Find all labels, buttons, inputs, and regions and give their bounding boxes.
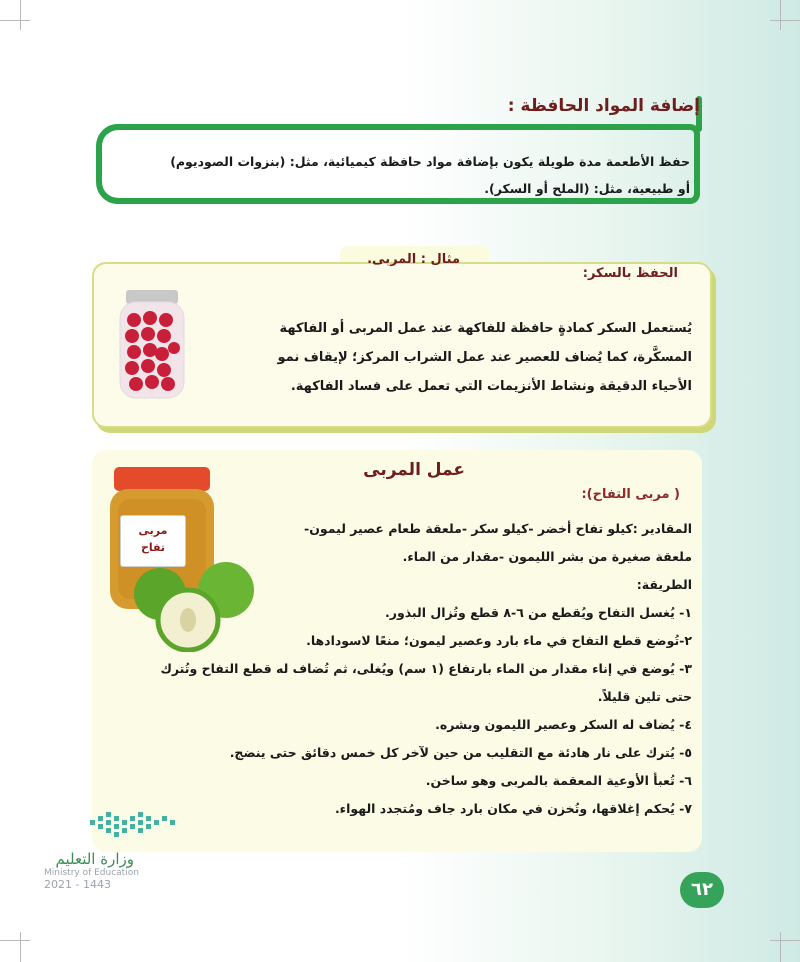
crop-mark [0, 940, 30, 941]
recipe-subtitle: ( مربى التفاح): [581, 487, 680, 502]
ministry-english: Ministry of Education [44, 868, 139, 878]
recipe-line: ٥- يُترك على نار هادئة مع التقليب من حين لآخر كل خمس دقائق حتى ينضج. [229, 745, 692, 760]
crop-mark [770, 940, 800, 941]
ministry-block [44, 850, 154, 891]
crop-mark [0, 20, 30, 21]
recipe-line: ٧- يُحكم إغلاقها، وتُخزن في مكان بارد جاف ومُتجدد الهواء. [334, 801, 692, 816]
ministry-logo-icon [90, 810, 180, 840]
section-text [100, 148, 690, 202]
crop-mark [20, 0, 21, 30]
cherry-jar-image [112, 290, 192, 402]
jar-label-line: تفاح [140, 541, 166, 554]
crop-mark [780, 0, 781, 30]
section-title: إضافة المواد الحافظة : [507, 96, 700, 116]
example-label: مثال : المربى. [367, 252, 460, 267]
recipe-line: حتى تلين قليلاً. [597, 689, 692, 704]
recipe-title: عمل المربى [363, 460, 465, 480]
text-line: الأحياء الدقيقة ونشاط الأنزيمات التي تعمل على فساد الفاكهة. [290, 379, 692, 394]
text-line: حفظ الأطعمة مدة طويلة يكون بإضافة مواد حافظة كيميائية، مثل: (بنزوات الصوديوم) [170, 154, 690, 169]
example-text [252, 314, 692, 401]
page-number: ٦٢ [680, 872, 724, 908]
jar-label-line: مربى [138, 524, 168, 537]
recipe-steps [160, 516, 692, 824]
example-subtitle: الحفظ بالسكر: [582, 266, 678, 281]
crop-mark [770, 20, 800, 21]
crop-mark [20, 932, 21, 962]
text-line: يُستعمل السكر كمادةٍ حافظة للفاكهة عند عمل المربى أو الفاكهة [279, 321, 692, 336]
edition-year: 2021 - 1443 [44, 878, 111, 891]
ministry-arabic: وزارة التعليم [55, 850, 134, 868]
crop-mark [780, 932, 781, 962]
recipe-line: ٦- تُعبأ الأوعية المعقمة بالمربى وهو ساخن. [425, 773, 692, 788]
recipe-line: ٣- يُوضع في إناء مقدار من الماء بارتفاع (١ سم) ويُغلى، ثم تُضاف له قطع التفاح وتُترك [160, 661, 692, 676]
text-line: المسكَّرة، كما يُضاف للعصير عند عمل الشراب المركز؛ لإيقاف نمو [277, 350, 692, 365]
recipe-line: ملعقة صغيرة من بشر الليمون -مقدار من الماء. [402, 549, 692, 564]
text-line: أو طبيعية، مثل: (الملح أو السكر). [484, 181, 690, 196]
recipe-line: ١- يُغسل التفاح ويُقطع من ٦-٨ قطع وتُزال البذور. [385, 605, 692, 620]
recipe-line: الطريقة: [636, 577, 692, 592]
recipe-line: المقادير :كيلو تفاح أخضر -كيلو سكر -ملعقة طعام عصير ليمون- [304, 521, 692, 536]
recipe-line: ٢-تُوضع قطع التفاح في ماء بارد وعصير ليمون؛ منعًا لاسودادها. [306, 633, 692, 648]
recipe-line: ٤- يُضاف له السكر وعصير الليمون وبشره. [435, 717, 692, 732]
